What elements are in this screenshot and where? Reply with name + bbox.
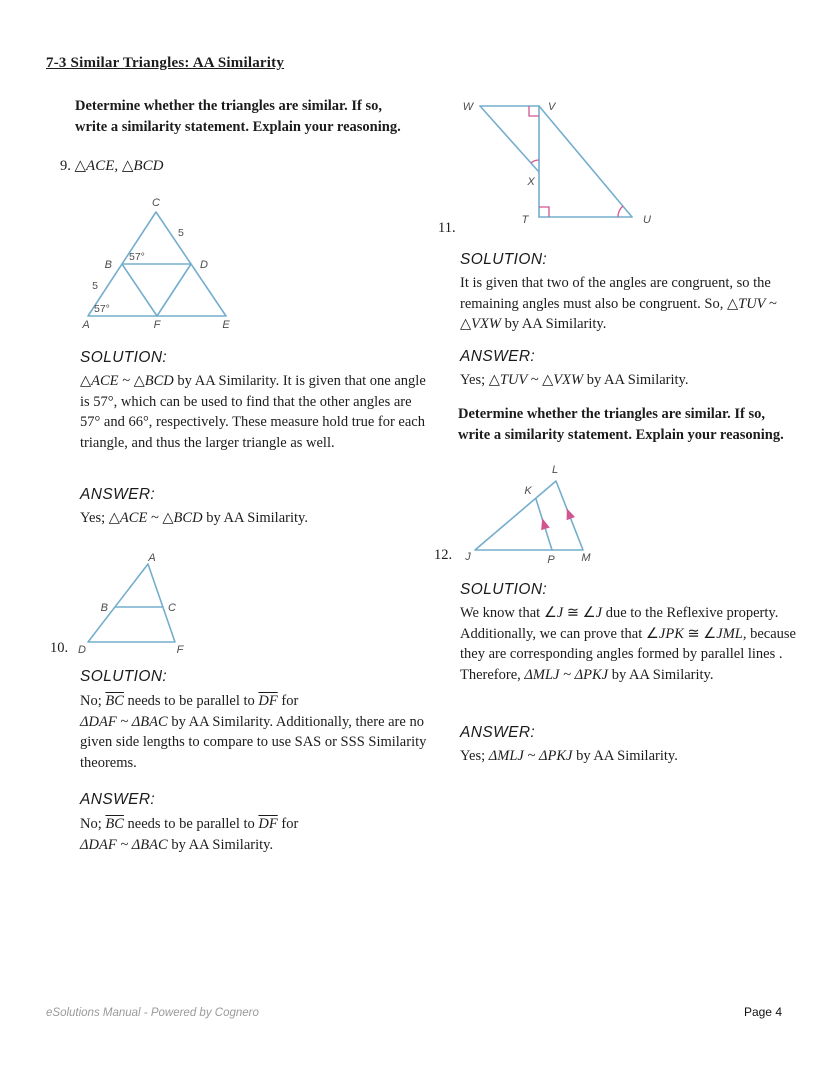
- vertex-label-f: F: [176, 644, 184, 656]
- solution-12-text: We know that ∠J ≅ ∠J due to the Reflexive property. Additionally, we can prove that ∠JPK ≅ ∠JML, because they are corresponding angles formed by parallel lines . Therefore, ΔMLJ ~ ΔPKJ by AA Similarity.: [460, 605, 796, 683]
- right-angle-mark-v: [529, 106, 539, 116]
- overline-df: $\overline{DF}$: [258, 693, 278, 709]
- vertex-label-m: M: [581, 552, 591, 564]
- side-length-cd: 5: [178, 227, 184, 239]
- solution-9-label: SOLUTION:: [80, 349, 168, 366]
- problem-9-triangles: △ACE, △BCD: [74, 158, 164, 174]
- instruction-heading-left: Determine whether the triangles are similar. If so, write a similarity statement. Explain your reasoning.: [75, 98, 401, 135]
- answer-10-text: No; $\overline{BC}$ needs to be parallel to $\overline{DF}$ for ΔDAF ~ ΔBAC by AA Similarity.: [80, 816, 299, 853]
- solution-10-text: No; $\overline{BC}$ needs to be parallel to $\overline{DF}$ for ΔDAF ~ ΔBAC by AA Similarity. Additionally, there are no given side lengths to compare to use SAS or SSS Similarity theorems.: [80, 693, 427, 771]
- parallel-mark-arrow-lm: [563, 507, 575, 520]
- vertex-label-c: C: [152, 197, 160, 209]
- vertex-label-v: V: [548, 101, 556, 113]
- vertex-label-w: W: [462, 101, 474, 113]
- angle-measure-a: 57°: [94, 303, 110, 315]
- solution-10-label: SOLUTION:: [80, 668, 168, 685]
- vertex-label-p: P: [547, 554, 555, 566]
- vertex-label-b: B: [104, 259, 112, 271]
- answer-12-text: Yes; ΔMLJ ~ ΔPKJ by AA Similarity.: [460, 748, 678, 764]
- vertex-label-d: D: [200, 259, 208, 271]
- angle-measure-b: 57°: [129, 251, 145, 263]
- problem-9-number: 9.: [60, 158, 71, 174]
- figure-10-triangle-diagram: [72, 552, 197, 656]
- segment-vu: [539, 106, 632, 217]
- figure-12-triangle-diagram: [458, 462, 598, 566]
- vertex-label-x: X: [527, 176, 535, 188]
- problem-12-number: 12.: [434, 547, 453, 563]
- figure-9-triangle-diagram: [78, 194, 243, 334]
- vertex-label-d: D: [78, 644, 86, 656]
- answer-9-label: ANSWER:: [80, 486, 156, 503]
- vertex-label-a: A: [82, 319, 90, 331]
- answer-9-text: Yes; △ACE ~ △BCD by AA Similarity.: [80, 510, 308, 526]
- angle-arc-x: [531, 160, 539, 163]
- answer-11-text: Yes; △TUV ~ △VXW by AA Similarity.: [460, 372, 689, 388]
- vertex-label-a: A: [148, 552, 156, 564]
- segment-bf: [122, 264, 157, 316]
- angle-arc-u: [618, 206, 623, 217]
- solution-9-text: △ACE ~ △BCD by AA Similarity. It is given that one angle is 57°, which can be used to find that the other angles are 57° and 66°, respectively. These measure hold true for each triangle, and thus the larger triangle as well.: [80, 373, 426, 451]
- answer-10-label: ANSWER:: [80, 791, 156, 808]
- vertex-label-b: B: [100, 602, 108, 614]
- answer-11-label: ANSWER:: [460, 348, 536, 365]
- vertex-label-k: K: [524, 485, 532, 497]
- overline-bc: $\overline{BC}$: [105, 693, 124, 709]
- vertex-label-u: U: [643, 214, 651, 226]
- vertex-label-c: C: [168, 602, 176, 614]
- vertex-label-e: E: [222, 319, 230, 331]
- figure-11-triangle-diagram: [455, 92, 670, 232]
- problem-9-given: [60, 156, 163, 175]
- solution-11-text: It is given that two of the angles are congruent, so the remaining angles must also be congruent. So, △TUV ~ △VXW by AA Similarity.: [460, 275, 777, 332]
- problem-10-number: 10.: [50, 640, 69, 656]
- vertex-label-f: F: [153, 319, 161, 331]
- page-title: 7-3 Similar Triangles: AA Similarity: [46, 55, 285, 72]
- solution-11-label: SOLUTION:: [460, 251, 548, 268]
- vertex-label-t: T: [521, 214, 529, 226]
- footer-attribution: eSolutions Manual - Powered by Cognero: [46, 1007, 259, 1019]
- vertex-label-j: J: [465, 551, 471, 563]
- overline-df: $\overline{DF}$: [258, 816, 278, 832]
- side-length-ab: 5: [92, 280, 98, 292]
- answer-12-label: ANSWER:: [460, 724, 536, 741]
- vertex-label-l: L: [551, 464, 559, 476]
- solution-12-label: SOLUTION:: [460, 581, 548, 598]
- overline-bc: $\overline{BC}$: [105, 816, 124, 832]
- segment-df: [157, 264, 191, 316]
- right-angle-mark-t: [539, 207, 549, 217]
- problem-11-number: 11.: [438, 220, 456, 236]
- parallel-mark-arrow-kp: [538, 517, 550, 530]
- footer-page-number: Page 4: [743, 1005, 782, 1019]
- instruction-heading-right: Determine whether the triangles are similar. If so, write a similarity statement. Explain your reasoning.: [458, 406, 784, 443]
